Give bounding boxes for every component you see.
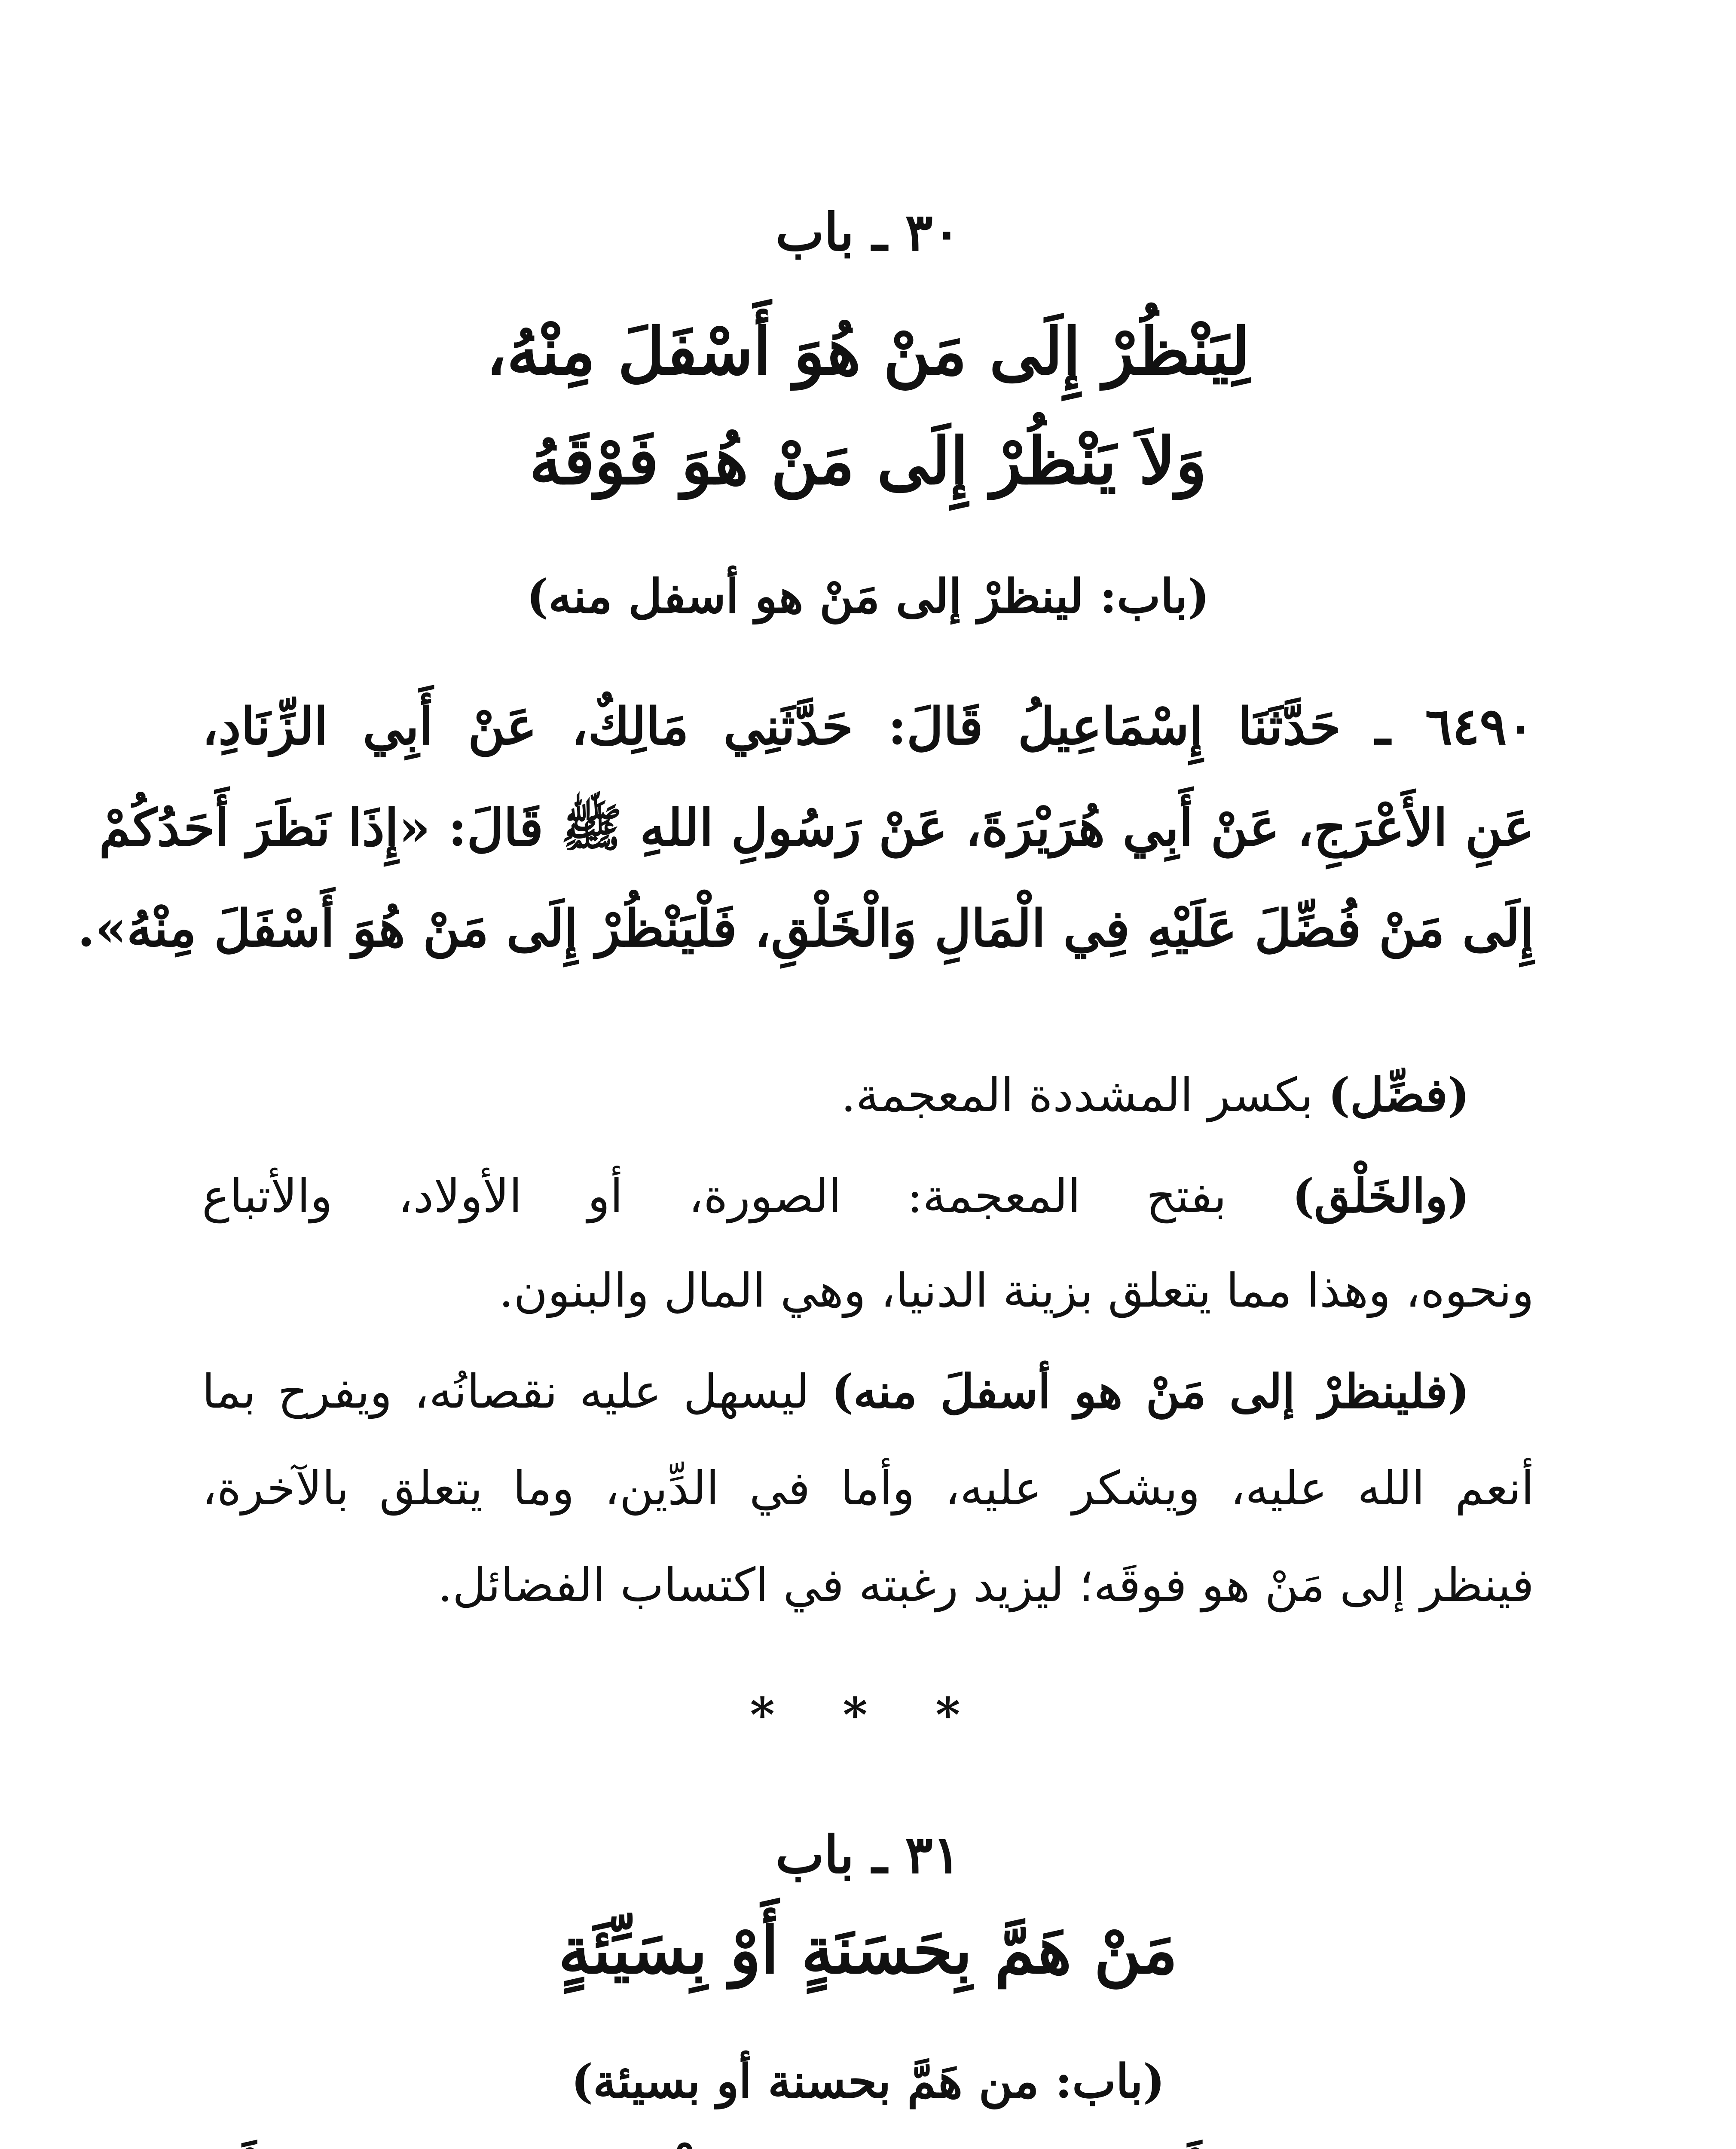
commentary-text: بكسر المشددة المعجمة. — [841, 1068, 1328, 1122]
commentary-term: (فلينظرْ إلى مَنْ هو أسفلَ منه) — [831, 1365, 1470, 1419]
commentary-paragraph — [202, 1264, 1534, 1318]
hadith-line: عَنِ الأَعْرَجِ، عَنْ أَبِي هُرَيْرَةَ، عَنْ رَسُولِ اللهِ ﷺ قَالَ: «إِذَا نَظَرَ أَحَدُكُمْ — [99, 798, 1534, 857]
commentary-term: (والخَلْق) — [1292, 1169, 1470, 1223]
hadith-line: ٦٤٩٠ ـ حَدَّثَنَا إِسْمَاعِيلُ قَالَ: حَدَّثَنِي مَالِكٌ، عَنْ أَبِي الزِّنَادِ، — [202, 696, 1534, 756]
commentary-text: ونحوه، وهذا مما يتعلق بزينة الدنيا، وهي المال والبنون. — [498, 1264, 1534, 1318]
chapter-number: ٣١ ـ باب — [775, 1825, 961, 1885]
section-separator: * * * — [750, 1687, 986, 1742]
commentary-term: (فضِّل) — [1328, 1068, 1470, 1122]
commentary-paragraph — [202, 1068, 1534, 1122]
hadith-line: إِلَى مَنْ فُضِّلَ عَلَيْهِ فِي الْمَالِ وَالْخَلْقِ، فَلْيَنْظُرْ إِلَى مَنْ هُوَ أَسْفَلَ مِنْهُ». — [77, 898, 1534, 958]
commentary-paragraph — [202, 1558, 1534, 1612]
chapter-subtitle: (باب: لينظرْ إلى مَنْ هو أسفل منه) — [526, 569, 1210, 624]
commentary-text: بفتح المعجمة: الصورة، أو الأولاد، والأتباع — [202, 1169, 1293, 1223]
chapter-title-line-1: لِيَنْظُرْ إِلَى مَنْ هُوَ أَسْفَلَ مِنْهُ، — [486, 314, 1250, 389]
chapter-number: ٣٠ ـ باب — [775, 202, 961, 263]
chapter-title: مَنْ هَمَّ بِحَسَنَةٍ أَوْ بِسَيِّئَةٍ — [558, 1913, 1178, 1988]
chapter-title-line-2: وَلاَ يَنْظُرْ إِلَى مَنْ هُوَ فَوْقَهُ — [529, 423, 1207, 499]
commentary-text: ليسهل عليه نقصانُه، ويفرح بما — [202, 1365, 831, 1419]
commentary-paragraph — [202, 1461, 1534, 1515]
commentary-text: فينظر إلى مَنْ هو فوقَه؛ ليزيد رغبته في اكتساب الفضائل. — [437, 1558, 1534, 1612]
commentary-paragraph — [202, 1365, 1534, 1419]
commentary-text: أنعم الله عليه، ويشكر عليه، وأما في الدِّين، وما يتعلق بالآخرة، — [202, 1462, 1534, 1515]
commentary-paragraph — [202, 1169, 1534, 1223]
hadith-text — [77, 696, 1534, 997]
chapter-subtitle: (باب: من هَمَّ بحسنة أو بسيئة) — [571, 2054, 1165, 2109]
